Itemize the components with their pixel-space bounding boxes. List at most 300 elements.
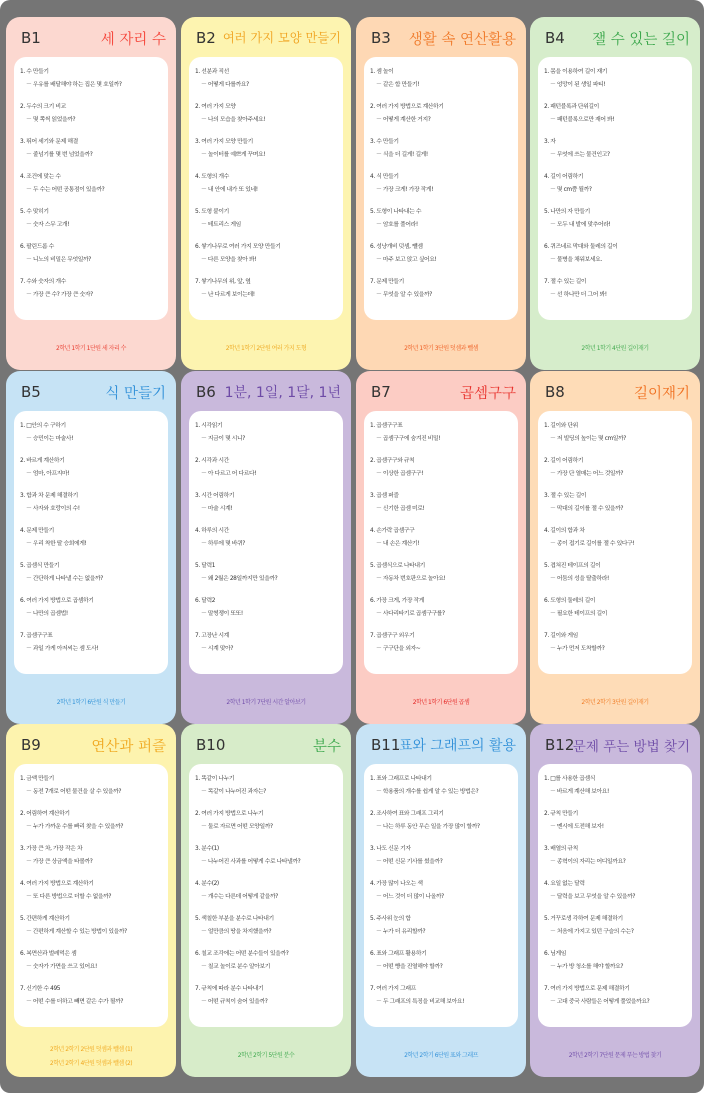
card-title: 잴 수 있는 길이 [592, 32, 690, 48]
activity-subtitle: － 선 하나만 더 그어 봐! [550, 292, 607, 298]
list-item [544, 808, 692, 834]
list-item [195, 276, 343, 302]
activity-list [189, 764, 343, 1027]
list-item [20, 525, 168, 551]
activity-subtitle: － 누가 먼저 도착할까? [550, 646, 605, 652]
list-item [370, 136, 518, 162]
list-item [20, 773, 168, 799]
activity-title: 3. 잴 수 있는 길이 [544, 493, 587, 499]
curriculum-reference [6, 1032, 176, 1077]
list-item [544, 66, 692, 92]
activity-title: 7. 잴 수 있는 길이 [544, 279, 587, 285]
unit-card-b9 [6, 724, 176, 1077]
list-item [370, 983, 518, 1009]
card-code: B11 [371, 736, 401, 754]
card-title: 표와 그래프의 활용 [398, 738, 516, 754]
activity-title: 6. 팔린드롬 수 [20, 244, 54, 250]
activity-title: 1. 금액 만들기 [20, 776, 54, 782]
activity-subtitle: － 가장 단 열매는 어느 것일까? [550, 471, 624, 477]
activity-title: 5. 달력1 [195, 563, 216, 569]
activity-subtitle: － 어떤 수를 더하고 빼면 같은 수가 될까? [26, 999, 124, 1005]
list-item [370, 206, 518, 232]
card-header [530, 724, 700, 764]
activity-subtitle: － 같은 합 만들기! [376, 82, 420, 88]
activity-subtitle: － 숫자가 가면을 쓰고 있어요! [26, 964, 97, 970]
activity-subtitle: － 구구단을 외자~ [376, 646, 421, 652]
activity-title: 5. 간편하게 계산하기 [20, 916, 70, 922]
card-title: 식 만들기 [105, 386, 166, 402]
list-item [544, 101, 692, 127]
list-item [195, 241, 343, 267]
unit-card-b11 [356, 724, 526, 1077]
curriculum-reference [6, 679, 176, 724]
activity-subtitle: － 간편하게 계산할 수 있는 방법이 있을까? [26, 929, 127, 935]
unit-card-b3 [356, 17, 526, 370]
activity-subtitle: － 엉망이 된 생일 파티! [550, 82, 606, 88]
list-item [195, 455, 343, 481]
list-item [370, 843, 518, 869]
activity-list [364, 764, 518, 1027]
curriculum-reference [356, 325, 526, 370]
activity-subtitle: － 동전 7개로 어떤 물건을 살 수 있을까? [26, 789, 122, 795]
activity-title: 2. 여러 가지 방법으로 계산하기 [370, 104, 444, 110]
list-item [370, 171, 518, 197]
activity-list [364, 57, 518, 320]
list-item [370, 490, 518, 516]
list-item [20, 136, 168, 162]
activity-subtitle: － 승민이는 마술사! [26, 436, 74, 442]
activity-subtitle: － 놀이터를 예쁘게 꾸며요! [201, 152, 266, 158]
activity-subtitle: － 마술 시계! [201, 506, 233, 512]
activity-title: 1. 선분과 직선 [195, 69, 229, 75]
card-code: B9 [21, 736, 41, 754]
curriculum-unit-label: 2학년 1학기 7단원 시간 알아보기 [226, 699, 306, 706]
activity-title: 2. 여러 가지 모양 [195, 104, 236, 110]
activity-subtitle: － 몇 cm쯤 될까? [550, 187, 592, 193]
card-header [181, 724, 351, 764]
activity-title: 1. 곱셈구구표 [370, 423, 403, 429]
list-item [544, 525, 692, 551]
list-item [370, 878, 518, 904]
list-item [544, 630, 692, 656]
activity-title: 2. 여러 가지 방법으로 나누기 [195, 811, 264, 817]
activity-title: 2. 패턴블록과 단위길이 [544, 104, 599, 110]
activity-title: 4. 하루의 시간 [195, 528, 229, 534]
activity-subtitle: － 물병을 채워보세요. [550, 257, 602, 263]
activity-subtitle: － 하루에 몇 바퀴? [201, 541, 245, 547]
activity-subtitle: － 어떤 신문 기사를 썼을까? [376, 859, 443, 865]
activity-subtitle: － 둘로 자르면 어떤 모양일까? [201, 824, 273, 830]
unit-card-b12 [530, 724, 700, 1077]
activity-title: 6. 퀴즈네르 막대와 둘레의 길이 [544, 244, 618, 250]
activity-title: 5. 곱셈식으로 나타내기 [370, 563, 425, 569]
activity-list [14, 764, 168, 1027]
unit-card-b8 [530, 371, 700, 724]
activity-subtitle: － 마주 보고 앉고 싶어요! [376, 257, 437, 263]
list-item [195, 206, 343, 232]
list-item [195, 808, 343, 834]
list-item [195, 171, 343, 197]
unit-card-b6 [181, 371, 351, 724]
list-item [20, 595, 168, 621]
curriculum-reference [356, 1032, 526, 1077]
activity-title: 2. 곱셈구구와 규칙 [370, 458, 415, 464]
list-item [370, 241, 518, 267]
activity-title: 4. 길이 어림하기 [544, 174, 584, 180]
activity-title: 2. 어림하여 계산하기 [20, 811, 70, 817]
card-code: B2 [196, 29, 216, 47]
activity-title: 3. 여러 가지 모양 만들기 [195, 139, 253, 145]
card-title: 길이재기 [633, 386, 690, 402]
activity-title: 7. 여러 가지 방법으로 문제 해결하기 [544, 986, 630, 992]
list-item [195, 101, 343, 127]
activity-subtitle: － 다른 모양을 찾아 봐! [201, 257, 257, 263]
activity-title: 3. 뛰어 세기와 문제 해결 [20, 139, 78, 145]
activity-subtitle: － 어떤 규칙이 숨어 있을까? [201, 999, 268, 1005]
card-header [6, 17, 176, 57]
list-item [370, 420, 518, 446]
activity-title: 6. 님게임 [544, 951, 566, 957]
activity-title: 1. □를 사용한 곱셈식 [544, 776, 595, 782]
list-item [195, 948, 343, 974]
activity-subtitle: － 종혁이의 자리는 어디일까요? [550, 859, 626, 865]
activity-subtitle: － 몇 쪽씩 읽었을까? [26, 117, 76, 123]
list-item [544, 878, 692, 904]
activity-title: 7. 길이와 게임 [544, 633, 578, 639]
list-item [370, 913, 518, 939]
activity-title: 3. 시간 어림하기 [195, 493, 235, 499]
curriculum-unit-label: 2학년 1학기 1단원 세 자리 수 [56, 345, 126, 352]
activity-title: 5. 주사위 눈의 합 [370, 916, 411, 922]
card-code: B3 [371, 29, 391, 47]
activity-title: 6. 표와 그래프 활용하기 [370, 951, 427, 957]
curriculum-unit-label: 2학년 2학기 3단원 길이재기 [581, 699, 649, 706]
curriculum-unit-label: 2학년 2학기 2단원 덧셈과 뺄셈 (1) [49, 1046, 133, 1053]
unit-card-b7 [356, 371, 526, 724]
activity-subtitle: － 간단하게 나타낼 수는 없을까? [26, 576, 103, 582]
list-item [370, 808, 518, 834]
list-item [370, 630, 518, 656]
activity-subtitle: － 난 다르게 보이는데! [201, 292, 255, 298]
unit-card-b4 [530, 17, 700, 370]
list-item [544, 560, 692, 586]
card-code: B4 [545, 29, 565, 47]
activity-title: 7. 쌓기나무의 위, 앞, 옆 [195, 279, 251, 285]
list-item [370, 66, 518, 92]
activity-title: 4. 여러 가지 방법으로 계산하기 [20, 881, 94, 887]
activity-title: 6. 쌓기나무로 여러 가지 모양 만들기 [195, 244, 281, 250]
activity-title: 1. 표와 그래프로 나타내기 [370, 776, 432, 782]
activity-list [364, 411, 518, 674]
card-title: 세 자리 수 [100, 32, 166, 48]
list-item [195, 913, 343, 939]
activity-subtitle: － 과일 가게 아저씨는 셈 도사! [26, 646, 99, 652]
activity-subtitle: － 암호를 풀어라! [376, 222, 418, 228]
list-item [195, 560, 343, 586]
list-item [20, 983, 168, 1009]
curriculum-reference [181, 325, 351, 370]
list-item [20, 843, 168, 869]
activity-list [538, 57, 692, 320]
card-header [6, 724, 176, 764]
activity-subtitle: － 시계 맞아? [201, 646, 234, 652]
activity-title: 2. 조사하여 표와 그래프 그리기 [370, 811, 444, 817]
curriculum-unit-label: 2학년 1학기 2단원 여러 가지 도형 [225, 345, 307, 352]
list-item [20, 630, 168, 656]
activity-title: 6. 여러 가지 방법으로 곱셈하기 [20, 598, 94, 604]
card-header [356, 17, 526, 57]
curriculum-reference [530, 679, 700, 724]
list-item [195, 420, 343, 446]
list-item [20, 171, 168, 197]
activity-title: 4. 식 만들기 [370, 174, 399, 180]
list-item [20, 420, 168, 446]
activity-subtitle: － 곱셈구구에 숨겨진 비밀! [376, 436, 441, 442]
list-item [20, 490, 168, 516]
activity-subtitle: － 나의 모습을 찾아주세요! [201, 117, 266, 123]
activity-title: 3. 곱셈 퍼즐 [370, 493, 399, 499]
list-item [195, 843, 343, 869]
curriculum-unit-label: 2학년 2학기 4단원 덧셈과 뺄셈 (2) [49, 1060, 133, 1067]
activity-subtitle: － 내 손은 계산기! [376, 541, 420, 547]
activity-title: 4. 가장 많이 나오는 색 [370, 881, 423, 887]
activity-title: 2. 시각과 시간 [195, 458, 229, 464]
activity-title: 3. 합과 차 문제 해결하기 [20, 493, 78, 499]
activity-title: 6. 복면산과 벌레먹은 셈 [20, 951, 77, 957]
list-item [370, 455, 518, 481]
activity-title: 1. 길이와 단위 [544, 423, 578, 429]
list-item [20, 948, 168, 974]
activity-title: 2. 길이 어림하기 [544, 458, 584, 464]
activity-list [14, 411, 168, 674]
card-code: B10 [196, 736, 226, 754]
activity-subtitle: － 필요한 테이프의 길이 [550, 611, 608, 617]
curriculum-reference [530, 325, 700, 370]
activity-subtitle: － 학용품의 개수를 쉽게 알 수 있는 방법은? [376, 789, 479, 795]
activity-subtitle: － 가장 큰 수? 가장 큰 숫자? [26, 292, 93, 298]
activity-title: 3. 배열의 규칙 [544, 846, 578, 852]
list-item [370, 948, 518, 974]
activity-subtitle: － 패턴블록으로만 재어 봐! [550, 117, 615, 123]
activity-subtitle: － 누가 더 유리할까? [376, 929, 426, 935]
card-code: B1 [21, 29, 41, 47]
activity-subtitle: － 테트리스 게임 [201, 222, 241, 228]
activity-subtitle: － 니노의 비밀은 무엇일까? [26, 257, 91, 263]
activity-subtitle: － 지금이 몇 시니? [201, 436, 245, 442]
activity-subtitle: － 나누어진 사과를 어떻게 수로 나타낼까? [201, 859, 301, 865]
list-item [195, 630, 343, 656]
activity-subtitle: － 고대 중국 사람들은 어떻게 풀었을까요? [550, 999, 650, 1005]
list-item [544, 171, 692, 197]
list-item [544, 983, 692, 1009]
list-item [370, 773, 518, 799]
activity-subtitle: － 누가 가까운 수를 빠리 찾을 수 있을까? [26, 824, 124, 830]
activity-title: 2. 두수의 크기 비교 [20, 104, 66, 110]
list-item [544, 948, 692, 974]
activity-title: 5. 나만의 자 만들기 [544, 209, 590, 215]
list-item [544, 843, 692, 869]
card-code: B5 [21, 383, 41, 401]
activity-subtitle: － 어떻게 계산한 거지? [376, 117, 431, 123]
activity-title: 7. 고장난 시계 [195, 633, 229, 639]
activity-subtitle: － 어둠의 성을 탈출하라! [550, 576, 609, 582]
unit-card-b2 [181, 17, 351, 370]
activity-subtitle: － 말썽쟁이 또또! [201, 611, 243, 617]
activity-subtitle: － 두 수는 어떤 공통점이 있을까? [26, 187, 105, 193]
activity-subtitle: － 똑같이 나누어진 과자는? [201, 789, 266, 795]
activity-list [189, 411, 343, 674]
list-item [544, 913, 692, 939]
unit-card-b1 [6, 17, 176, 370]
activity-subtitle: － 엄마, 아프지마! [26, 471, 70, 477]
activity-subtitle: － 왜 2월은 28일까지만 있을까? [201, 576, 278, 582]
card-code: B12 [545, 736, 575, 754]
list-item [20, 878, 168, 904]
activity-subtitle: － 두 그래프의 특징을 비교해 보아요! [376, 999, 465, 1005]
card-header [356, 371, 526, 411]
curriculum-reference [181, 679, 351, 724]
list-item [195, 66, 343, 92]
list-item [195, 595, 343, 621]
card-code: B6 [196, 383, 216, 401]
list-item [544, 455, 692, 481]
activity-subtitle: － 개수는 다른데 어떻게 같을까? [201, 894, 278, 900]
activity-title: 6. 성냥개비 덧셈, 뺄셈 [370, 244, 423, 250]
activity-title: 6. 달력2 [195, 598, 216, 604]
activity-title: 7. 곱셈구구 외우기 [370, 633, 415, 639]
activity-subtitle: － 바르게 계산해 보아요! [550, 789, 609, 795]
activity-subtitle: － 어떤 빵을 진열해야 할까? [376, 964, 443, 970]
list-item [195, 490, 343, 516]
card-header [356, 724, 526, 764]
activity-subtitle: － 종이 접기로 길이를 잴 수 있다구! [550, 541, 635, 547]
curriculum-reference [181, 1032, 351, 1077]
activity-title: 4. 요일 없는 달력 [544, 881, 585, 887]
activity-subtitle: － 이상한 곱셈구구! [376, 471, 424, 477]
activity-list [538, 411, 692, 674]
list-item [195, 525, 343, 551]
list-item [370, 525, 518, 551]
activity-title: 3. 자 [544, 139, 556, 145]
list-item [20, 241, 168, 267]
activity-subtitle: － 우리 착한 딸 승희에게! [26, 541, 87, 547]
activity-subtitle: － 사다리타기로 곱셈구구를? [376, 611, 445, 617]
activity-subtitle: － 처음에 가지고 있던 구슬의 수는? [550, 929, 634, 935]
activity-title: 7. 문제 만들기 [370, 279, 404, 285]
list-item [195, 773, 343, 799]
unit-card-b5 [6, 371, 176, 724]
card-header [530, 371, 700, 411]
activity-subtitle: － 줄넘기를 몇 번 넘었을까? [26, 152, 93, 158]
curriculum-unit-label: 2학년 2학기 7단원 문제 푸는 방법 찾기 [568, 1052, 662, 1059]
card-title: 연산과 퍼즐 [91, 739, 166, 755]
activity-subtitle: － 가장 큰 상금액을 타볼까? [26, 859, 93, 865]
list-item [195, 136, 343, 162]
activity-title: 6. 도형의 둘레의 길이 [544, 598, 596, 604]
activity-title: 3. 가장 큰 차, 가장 작은 차 [20, 846, 83, 852]
list-item [544, 420, 692, 446]
list-item [20, 455, 168, 481]
activity-title: 4. 문제 만들기 [20, 528, 54, 534]
activity-title: 7. 여러 가지 그래프 [370, 986, 416, 992]
activity-subtitle: － 신기한 곱셈 미로! [376, 506, 425, 512]
list-item [544, 490, 692, 516]
activity-subtitle: － 숫자 스무 고개! [26, 222, 70, 228]
activity-title: 2. 바르게 계산하기 [20, 458, 65, 464]
list-item [370, 595, 518, 621]
activity-title: 3. 나도 신문 기자 [370, 846, 411, 852]
activity-title: 5. 곱셈식 만들기 [20, 563, 60, 569]
curriculum-unit-label: 2학년 1학기 6단원 곱셈 [412, 699, 470, 706]
activity-title: 7. 신기한 수 495 [20, 986, 61, 992]
curriculum-unit-label: 2학년 2학기 5단원 분수 [237, 1052, 295, 1059]
activity-subtitle: － 나만의 곱셈법! [26, 611, 68, 617]
card-title: 1분, 1일, 1달, 1년 [224, 385, 341, 401]
activity-title: 1. 똑같이 나누기 [195, 776, 235, 782]
activity-title: 1. 시각읽기 [195, 423, 223, 429]
activity-title: 3. 수 만들기 [370, 139, 399, 145]
activity-title: 5. 도형 붙이기 [195, 209, 229, 215]
unit-card-b10 [181, 724, 351, 1077]
list-item [20, 276, 168, 302]
activity-title: 1. 몸을 이용하여 길이 재기 [544, 69, 608, 75]
activity-title: 6. 가장 크게, 가장 작게 [370, 598, 425, 604]
activity-title: 4. 조건에 맞는 수 [20, 174, 61, 180]
activity-title: 3. 분수(1) [195, 846, 219, 852]
card-header [530, 17, 700, 57]
activity-subtitle: － 누가 방 청소를 해야 할까요? [550, 964, 624, 970]
activity-title: 6. 칠교 조각에는 어떤 분수들이 있을까? [195, 951, 289, 957]
card-header [181, 371, 351, 411]
activity-subtitle: － 우유를 배달해야 하는 집은 몇 호일까? [26, 82, 122, 88]
curriculum-unit-label: 2학년 1학기 3단원 덧셈과 뺄셈 [404, 345, 478, 352]
activity-subtitle: － 어느 것이 더 많이 나올까? [376, 894, 444, 900]
list-item [20, 206, 168, 232]
card-title: 문제 푸는 방법 찾기 [572, 739, 690, 755]
curriculum-unit-label: 2학년 1학기 4단원 길이재기 [581, 345, 649, 352]
activity-title: 5. 겹쳐진 테이프의 길이 [544, 563, 601, 569]
list-item [370, 560, 518, 586]
list-item [20, 808, 168, 834]
activity-subtitle: － 자동차 번호판으로 놀아요! [376, 576, 446, 582]
list-item [370, 276, 518, 302]
activity-title: 4. 길이의 합과 차 [544, 528, 585, 534]
activity-list [538, 764, 692, 1027]
activity-subtitle: － 막대의 길이를 잴 수 있을까? [550, 506, 624, 512]
activity-list [14, 57, 168, 320]
card-code: B8 [545, 383, 565, 401]
card-title: 여러 가지 모양 만들기 [222, 31, 341, 45]
activity-title: 5. 수 맞히기 [20, 209, 49, 215]
activity-subtitle: － 나는 하루 동안 무슨 일을 가장 많이 할까? [376, 824, 480, 830]
card-header [181, 17, 351, 57]
curriculum-reference [530, 1032, 700, 1077]
activity-subtitle: － 무엇을 알 수 있을까? [376, 292, 432, 298]
activity-title: 4. 도형의 개수 [195, 174, 229, 180]
list-item [544, 241, 692, 267]
card-title: 분수 [312, 739, 341, 755]
activity-subtitle: － 또 다른 방법으로 더할 수 없을까? [26, 894, 112, 900]
activity-subtitle: － 내 안에 내가 또 있네! [201, 187, 258, 193]
activity-title: 5. 도형이 나타내는 수 [370, 209, 422, 215]
activity-subtitle: － 가장 크게! 가장 작게! [376, 187, 434, 193]
curriculum-unit-label: 2학년 1학기 6단원 식 만들기 [56, 699, 126, 706]
list-item [20, 913, 168, 939]
activity-title: 7. 수와 숫자의 개수 [20, 279, 66, 285]
list-item [195, 878, 343, 904]
list-item [195, 983, 343, 1009]
activity-subtitle: － 얼만큼의 땅을 차지했을까? [201, 929, 272, 935]
